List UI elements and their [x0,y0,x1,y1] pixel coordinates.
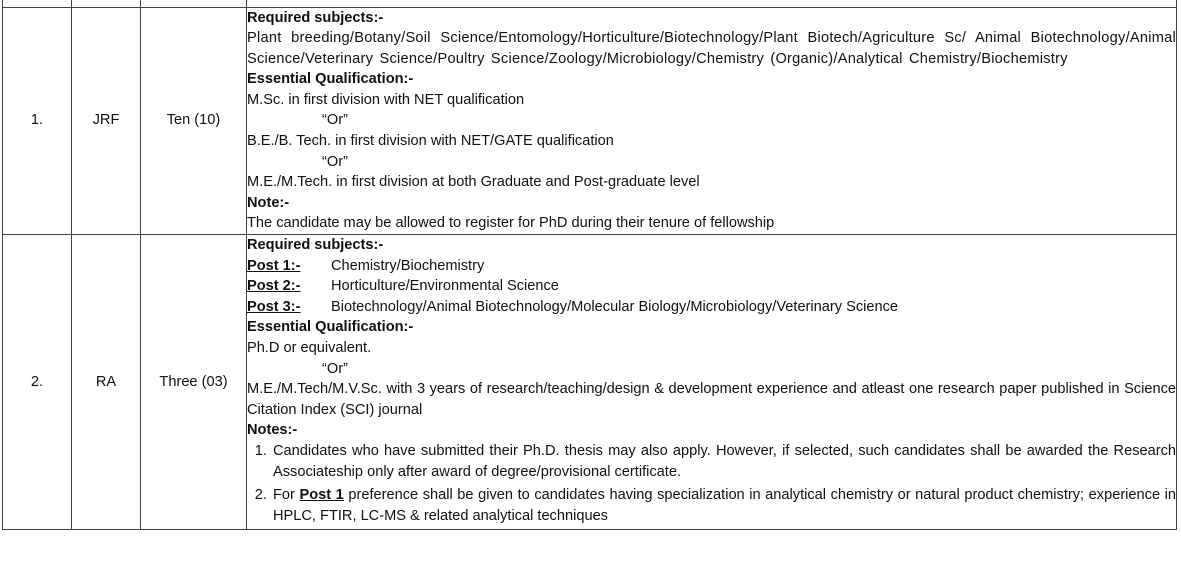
post-subjects: Horticulture/Environmental Science [331,278,559,295]
qualification-table [2,0,1177,530]
note-item: 1. Candidates who have submitted their Ph.D. thesis may also apply. However, if selected, such candidates shall be awarded the Research Associateship only after award of degree/provisional certificate. [271,441,1176,482]
table-row [3,235,1177,530]
required-subjects-heading: Required subjects:- [247,9,384,26]
post-name: RA [72,235,141,530]
or-separator: “Or” [322,112,348,129]
post-subjects-line [247,256,1176,277]
qualification-details [247,235,1177,530]
qualification-details [247,7,1177,235]
qualification-option: M.E./M.Tech/M.V.Sc. with 3 years of research/teaching/design & development experience and atleast one research paper published in Science Citation Index (SCI) journal [247,381,1176,418]
notes-heading: Notes:- [247,422,298,439]
post-1-reference: Post 1 [299,487,344,504]
qualification-option: Ph.D or equivalent. [247,340,372,356]
post-label: Post 1:- [247,257,301,274]
post-label: Post 2:- [247,278,301,295]
top-cut-cell [3,0,72,7]
post-label: Post 3:- [247,298,301,315]
table-row [3,7,1177,235]
qualification-option: B.E./B. Tech. in first division with NET/GATE qualification [247,133,614,150]
post-subjects-line [247,297,1176,318]
number-of-posts: Ten (10) [141,7,247,235]
post-subjects: Biotechnology/Animal Biotechnology/Molecular Biology/Microbiology/Veterinary Science [331,298,899,315]
essential-qualification-heading: Essential Qualification:- [247,319,414,336]
table-row [3,0,1177,7]
note-item [271,485,1176,526]
or-separator: “Or” [322,360,348,377]
number-of-posts: Three (03) [141,235,247,530]
post-subjects: Chemistry/Biochemistry [331,257,485,274]
qualification-option: M.E./M.Tech. in first division at both Graduate and Post-graduate level [247,174,700,191]
required-subjects-text: Plant breeding/Botany/Soil Science/Entomology/Horticulture/Biotechnology/Plant Biotech/Agriculture Sc/ Animal Biotechnology/Animal Science/Veterinary Science/Poultry Science/Zoology/Microbiology/Chemistry (Organic)/Analytical Chemistry/Biochemistry [247,30,1176,67]
or-separator: “Or” [322,153,348,170]
top-cut-cell [141,0,247,7]
required-subjects-heading: Required subjects:- [247,237,384,254]
note-heading: Note:- [247,194,290,211]
note-text: preference shall be given to candidates having specialization in analytical chemistry or natural product chemistry; experience in HPLC, FTIR, LC-MS & related analytical techniques [273,487,1177,524]
post-subjects-line [247,276,1176,297]
serial-number: 1. [3,7,72,235]
top-cut-cell [247,0,1177,7]
post-name: JRF [72,7,141,235]
notes-list [247,441,1176,526]
serial-number: 2. [3,235,72,530]
qualification-option: M.Sc. in first division with NET qualification [247,91,525,108]
top-cut-cell [72,0,141,7]
note-text: For [273,487,295,504]
essential-qualification-heading: Essential Qualification:- [247,71,414,88]
note-text: The candidate may be allowed to register for PhD during their tenure of fellowship [247,215,775,232]
